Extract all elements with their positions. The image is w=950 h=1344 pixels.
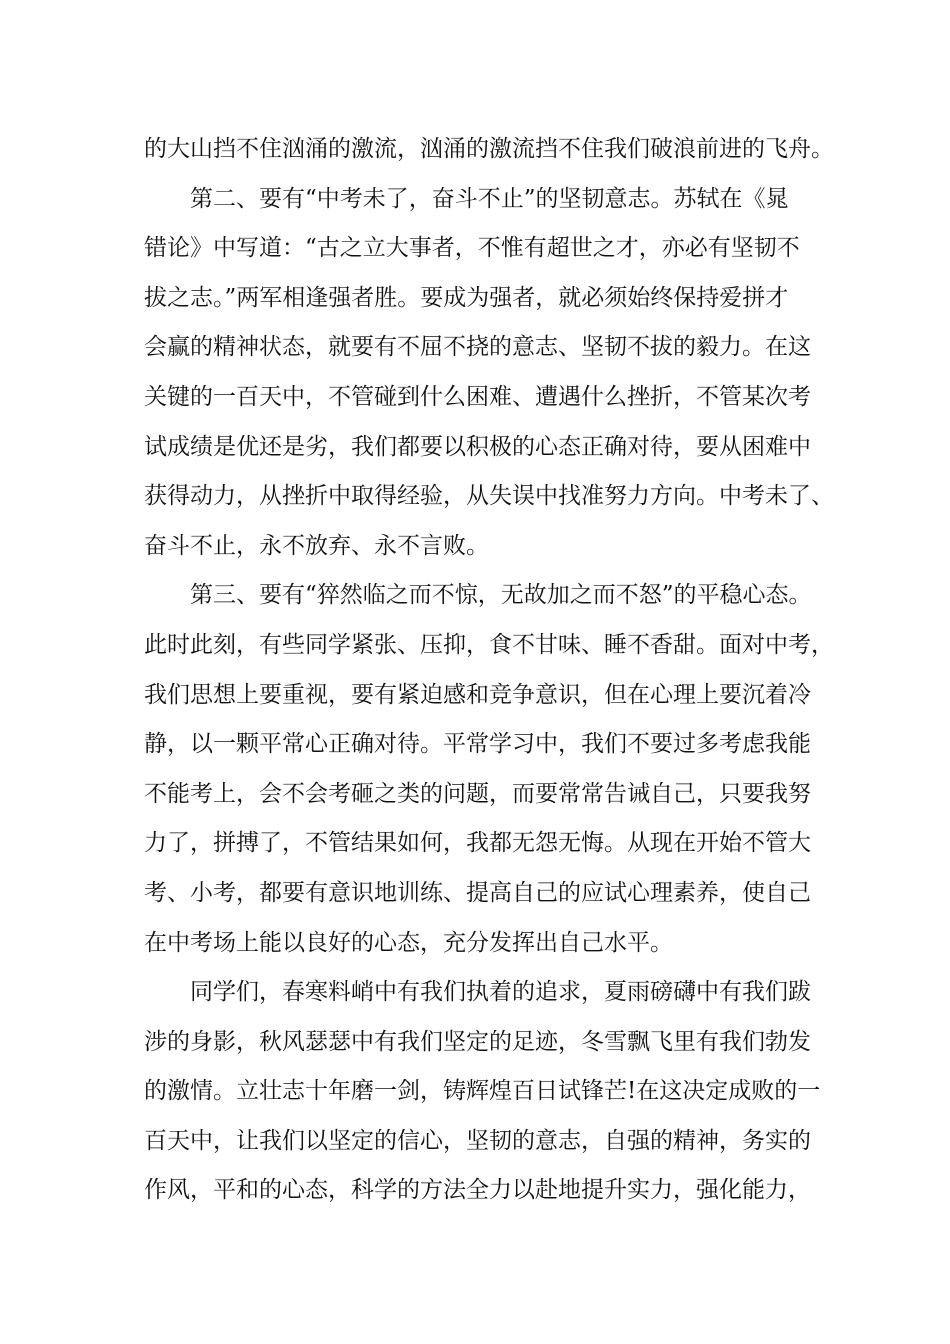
text-line: 我们思想上要重视，要有紧迫感和竞争意识，但在心理上要沉着冷: [144, 681, 811, 708]
text-line: 的激情。立壮志十年磨一剑，铸辉煌百日试锋芒!在这决定成败的一: [144, 1078, 821, 1105]
text-line: 关键的一百天中，不管碰到什么困难、遭遇什么挫折，不管某次考: [144, 383, 811, 410]
text-line: 错论》中写道：“古之立大事者，不惟有超世之才，亦必有坚韧不: [144, 235, 800, 262]
text-line: 的大山挡不住汹涌的激流，汹涌的激流挡不住我们破浪前进的飞舟。: [144, 136, 834, 162]
text-line: 获得动力，从挫折中取得经验，从失误中找准努力方向。中考未了、: [144, 483, 834, 510]
paragraph-start-line: 同学们，春寒料峭中有我们执着的追求，夏雨磅礴中有我们跋: [190, 979, 811, 1006]
text-line: 不能考上，会不会考砸之类的问题，而要常常告诫自己，只要我努: [144, 780, 811, 807]
text-line: 拔之志。”两军相逢强者胜。要成为强者，就必须始终保持爱拼才: [144, 284, 789, 311]
text-line: 作风，平和的心态，科学的方法全力以赴地提升实力，强化能力，: [144, 1177, 811, 1204]
text-line: 静，以一颗平常心正确对待。平常学习中，我们不要过多考虑我能: [144, 731, 811, 758]
document-body: [144, 125, 834, 1216]
paragraph-start-line: 第三、要有“猝然临之而不惊，无故加之而不怒”的平稳心态。: [190, 582, 812, 609]
text-line: 此时此刻，有些同学紧张、压抑，食不甘味、睡不香甜。面对中考，: [144, 631, 834, 658]
text-line: 力了，拼搏了，不管结果如何，我都无怨无悔。从现在开始不管大: [144, 830, 811, 857]
text-line: 涉的身影，秋风瑟瑟中有我们坚定的足迹，冬雪飘飞里有我们勃发: [144, 1028, 811, 1055]
text-line: 百天中，让我们以坚定的信心，坚韧的意志，自强的精神，务实的: [144, 1127, 811, 1154]
text-line: 试成绩是优还是劣，我们都要以积极的心态正确对待，要从困难中: [144, 433, 811, 460]
paragraph-start-line: 第二、要有“中考未了，奋斗不止”的坚韧意志。苏轼在《晁: [190, 185, 789, 212]
text-line: 会赢的精神状态，就要有不屈不挠的意志、坚韧不拔的毅力。在这: [144, 334, 811, 361]
text-line: 考、小考，都要有意识地训练、提高自己的应试心理素养，使自己: [144, 879, 811, 906]
text-line: 奋斗不止，永不放弃、永不言败。: [144, 532, 489, 559]
text-line: 在中考场上能以良好的心态，充分发挥出自己水平。: [144, 929, 673, 956]
